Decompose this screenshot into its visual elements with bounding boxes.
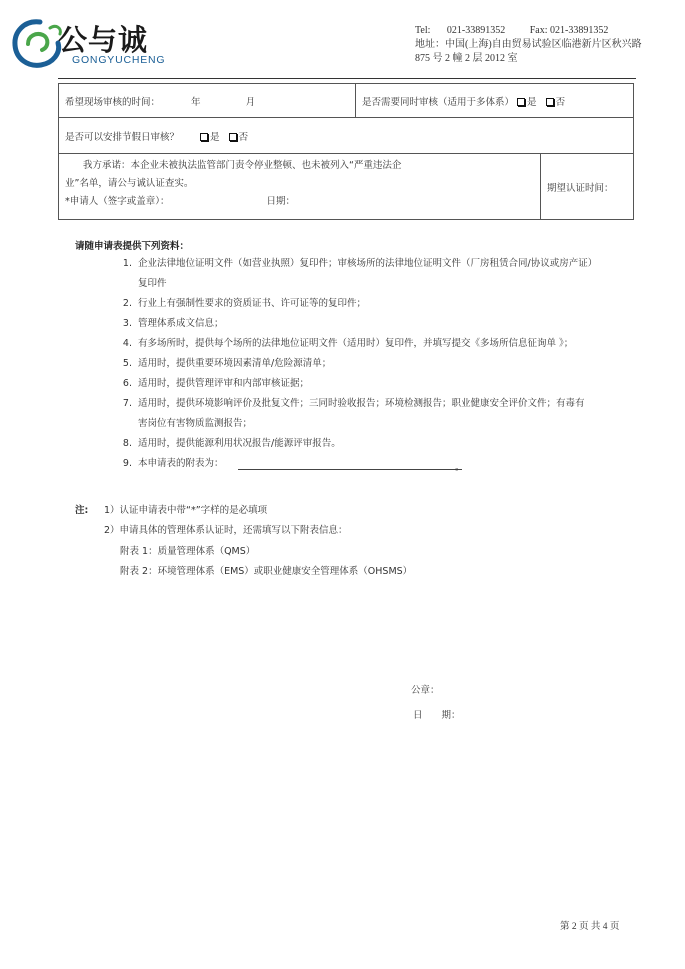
month-field[interactable]: 月 bbox=[245, 96, 256, 108]
requirement-text: 本申请表的附表为： bbox=[138, 458, 224, 469]
form-row-promise bbox=[59, 154, 634, 220]
requirement-text: 管理体系成文信息； bbox=[138, 318, 224, 329]
fax-value: Fax: 021-33891352 bbox=[529, 25, 609, 36]
requirement-text-continued: 复印件 bbox=[138, 278, 167, 289]
seal-date-label[interactable]: 日 期： bbox=[413, 710, 461, 721]
requirements-list bbox=[118, 254, 648, 484]
form-row-audit-time bbox=[59, 84, 634, 118]
requirement-number: 6. bbox=[122, 378, 132, 389]
note-2: 2）申请具体的管理体系认证时，还需填写以下附表信息： bbox=[104, 525, 348, 536]
requirement-number: 4. bbox=[122, 338, 132, 349]
multi-yes-checkbox[interactable]: 是 bbox=[517, 97, 537, 108]
application-form-table bbox=[58, 83, 634, 220]
requirement-number: 2. bbox=[122, 298, 132, 309]
header-divider bbox=[58, 78, 636, 79]
requirement-number: 9. bbox=[122, 458, 132, 469]
page-number: 第 2 页 共 4 页 bbox=[560, 922, 620, 932]
applicant-signature-label[interactable]: *申请人（签字或盖章）： bbox=[65, 196, 170, 207]
note-1: 1）认证申请表中带“*”字样的是必填项 bbox=[104, 505, 268, 516]
requirement-number: 8. bbox=[122, 438, 132, 449]
multi-system-label: 是否需要同时审核（适用于多体系） bbox=[362, 96, 515, 108]
attachment-1: 附表 1：质量管理体系（QMS） bbox=[120, 546, 256, 557]
address-line-1: 地址：中国(上海)自由贸易试验区临港新片区秋兴路 bbox=[415, 39, 642, 50]
requirement-text: 适用时，提供重要环境因素清单/危险源清单； bbox=[138, 358, 332, 369]
logo bbox=[10, 14, 166, 72]
attachment-end-mark: 。 bbox=[455, 462, 465, 473]
requirement-text: 适用时，提供能源利用状况报告/能源评审报告。 bbox=[138, 438, 341, 449]
holiday-yes-checkbox[interactable]: 是 bbox=[200, 132, 220, 143]
requirement-number: 5. bbox=[122, 358, 132, 369]
promise-line-1: 我方承诺：本企业未被执法监管部门责令停业整顿、也未被列入“严重违法企 bbox=[83, 160, 402, 171]
form-row-holiday bbox=[59, 118, 634, 154]
tel-label: Tel: bbox=[415, 25, 431, 36]
attachment-underline-field[interactable] bbox=[238, 469, 462, 470]
requirement-text: 适用时，提供环境影响评价及批复文件；三同时验收报告；环境检测报告；职业健康安全评价文件；有毒有 bbox=[138, 398, 585, 409]
requirement-number: 7. bbox=[122, 398, 132, 409]
requirement-text-continued: 害岗位有害物质监测报告； bbox=[138, 418, 253, 429]
address-line-2: 875 号 2 幢 2 层 2012 室 bbox=[415, 53, 518, 64]
requirement-number: 1. bbox=[122, 258, 132, 269]
requirement-text: 行业上有强制性要求的资质证书、许可证等的复印件； bbox=[138, 298, 367, 309]
requirement-text: 适用时，提供管理评审和内部审核证据； bbox=[138, 378, 310, 389]
attachment-2: 附表 2：环境管理体系（EMS）或职业健康安全管理体系（OHSMS） bbox=[120, 566, 413, 577]
holiday-no-checkbox[interactable]: 否 bbox=[229, 132, 249, 143]
holiday-label: 是否可以安排节假日审核？ bbox=[65, 131, 180, 143]
requirement-text: 企业法律地位证明文件（如营业执照）复印件；审核场所的法律地位证明文件（厂房租赁合同/协议或房产证） bbox=[138, 258, 598, 269]
notes-label: 注: bbox=[75, 505, 89, 516]
header-contact bbox=[415, 24, 675, 66]
tel-value: 021-33891352 bbox=[446, 25, 506, 36]
requirement-number: 3. bbox=[122, 318, 132, 329]
requirements-title: 请随申请表提供下列资料： bbox=[75, 241, 190, 252]
requirement-text: 有多场所时，提供每个场所的法律地位证明文件（适用时）复印件，并填写提交《多场所信息征询单 》； bbox=[138, 338, 574, 349]
seal-label[interactable]: 公章： bbox=[411, 685, 440, 696]
multi-no-checkbox[interactable]: 否 bbox=[546, 97, 566, 108]
audit-time-label: 希望现场审核的时间： bbox=[65, 96, 161, 108]
expected-cert-time-label[interactable]: 期望认证时间： bbox=[547, 182, 614, 194]
year-field[interactable]: 年 bbox=[191, 96, 201, 108]
logo-english-name: GONGYUCHENG bbox=[72, 54, 166, 66]
promise-line-2: 业”名单，请公与诚认证查实。 bbox=[65, 178, 194, 189]
logo-chinese-name: 公与诚 bbox=[58, 23, 149, 57]
applicant-date-label[interactable]: 日期： bbox=[266, 196, 296, 207]
